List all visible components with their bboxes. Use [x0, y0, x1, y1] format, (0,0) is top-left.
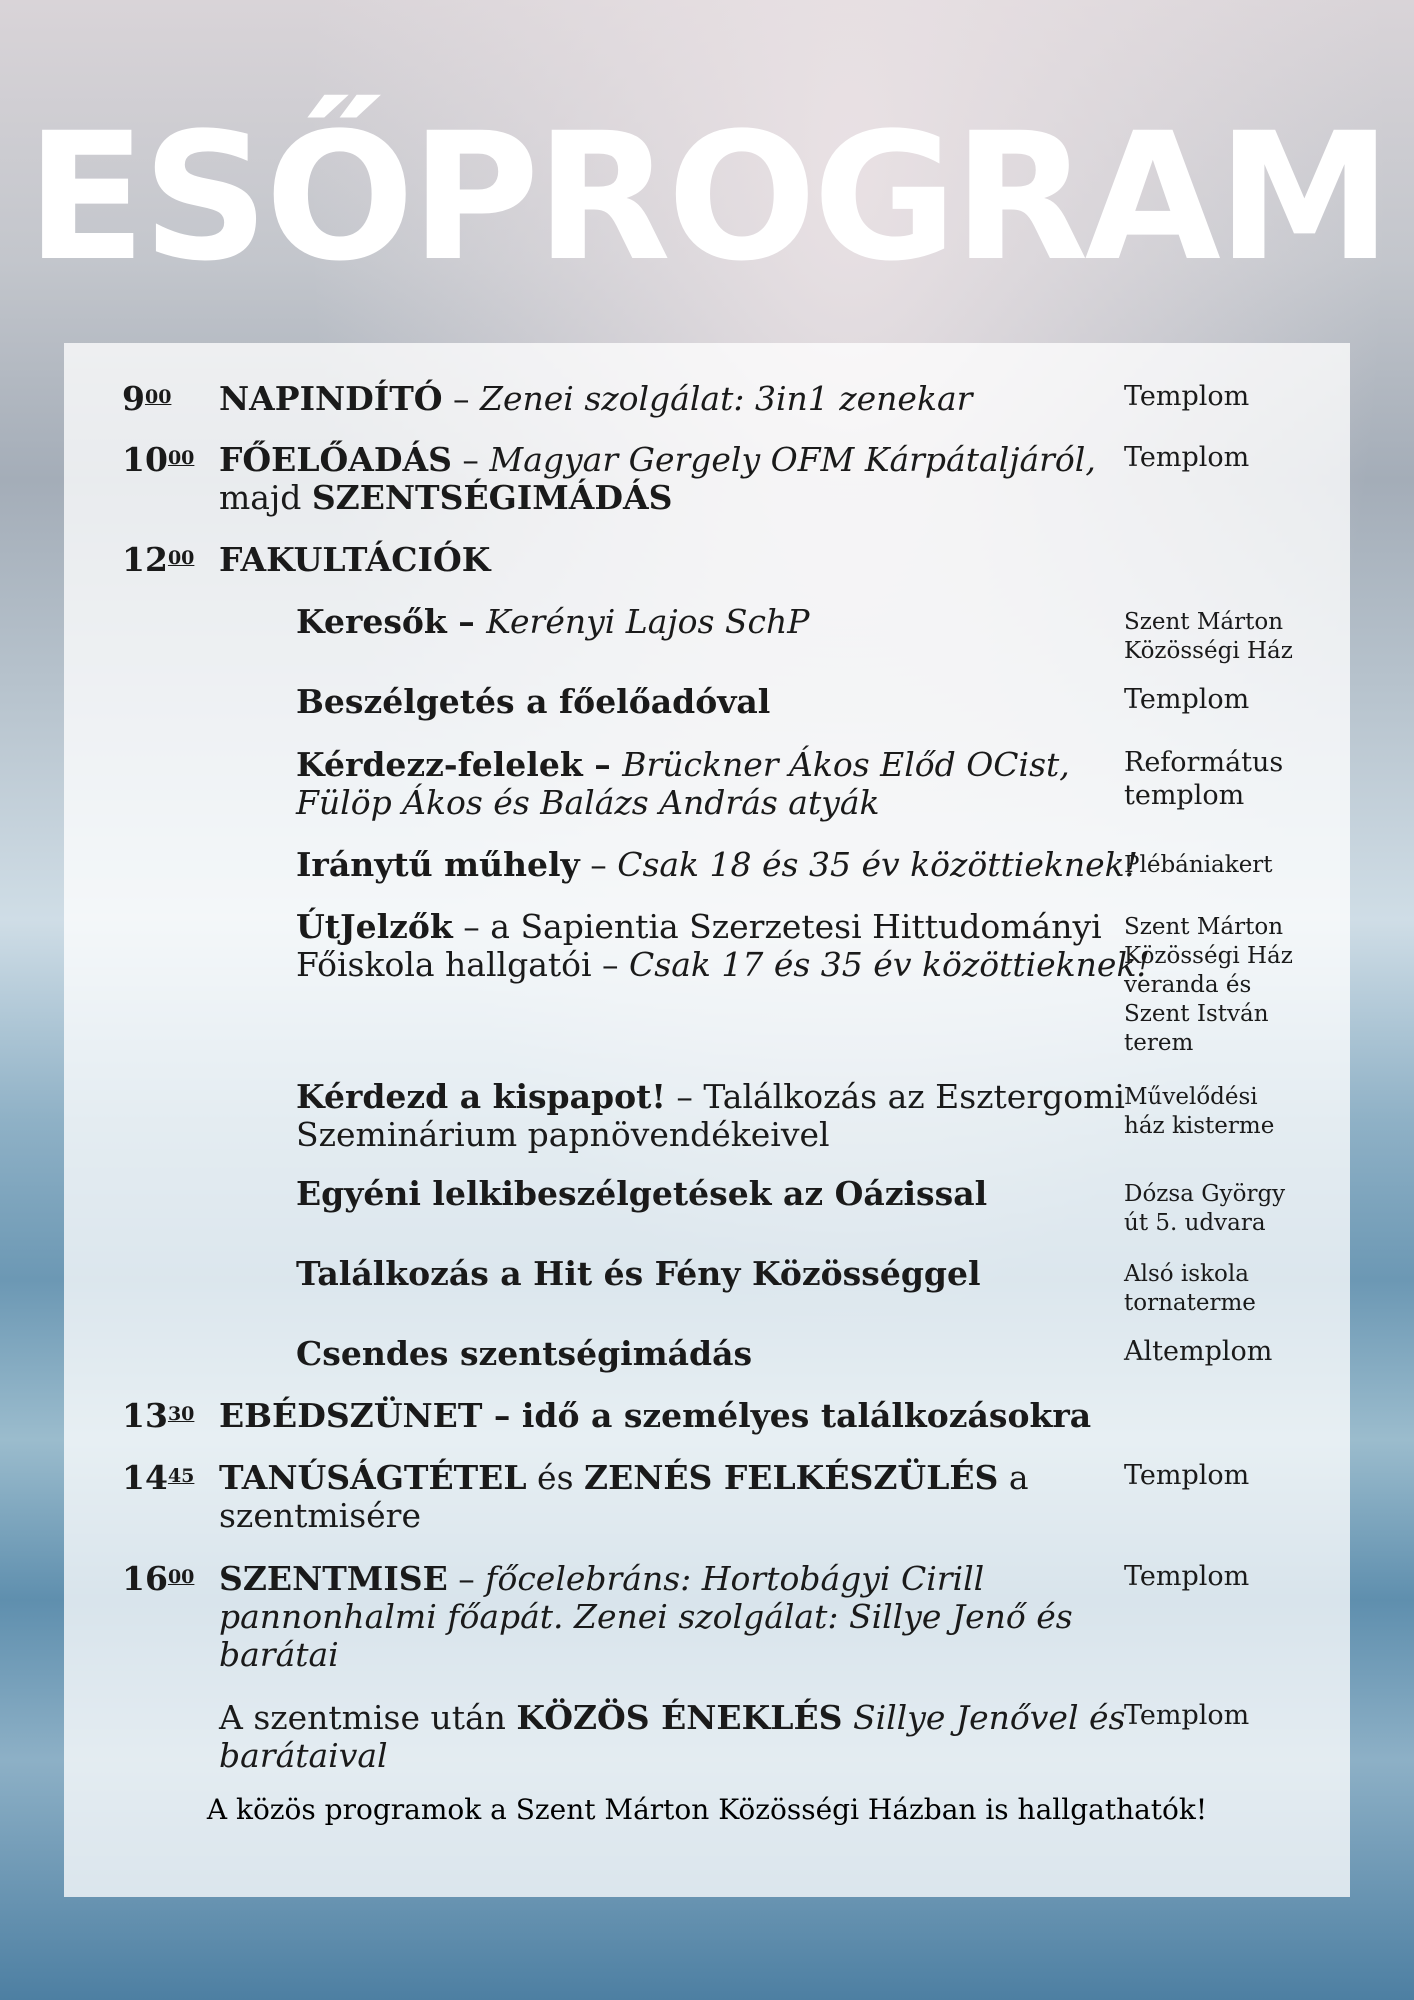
- event-text: TANÚSÁGTÉTEL és ZENÉS FELKÉSZÜLÉS a szentmisére: [219, 1458, 1029, 1535]
- location: Szent Márton Közösségi Ház: [1124, 609, 1293, 664]
- location: Templom: [1124, 1700, 1250, 1731]
- faculty-text: Beszélgetés a főelőadóval: [296, 682, 771, 721]
- page-title: ESŐPROGRAM: [25, 95, 1389, 300]
- event-text: EBÉDSZÜNET – idő a személyes találkozásokra: [219, 1396, 1092, 1435]
- event-text: NAPINDÍTÓ – Zenei szolgálat: 3in1 zenekar: [219, 379, 973, 418]
- time-label: $12^{00}$: [122, 540, 195, 579]
- event-text: A szentmise után KÖZÖS ÉNEKLÉS Sillye Jenővel és barátaival: [219, 1698, 1126, 1775]
- program-panel: [64, 343, 1350, 1897]
- faculty-text: Találkozás a Hit és Fény Közösséggel: [296, 1254, 981, 1293]
- faculty-text: ÚtJelzők – a Sapientia Szerzetesi Hittudományi Főiskola hallgatói – Csak 17 és 35 év közöttieknek!: [296, 907, 1150, 984]
- time-label: $13^{30}$: [122, 1396, 195, 1435]
- footer-note: A közös programok a Szent Márton Közösségi Házban is hallgathatók!: [206, 1793, 1208, 1826]
- location: Művelődési ház kisterme: [1124, 1084, 1275, 1139]
- time-label: $9^{00}$: [122, 379, 172, 418]
- time-label: $14^{45}$: [122, 1458, 195, 1497]
- location: Templom: [1124, 381, 1250, 412]
- event-text: SZENTMISE – főcelebráns: Hortobágyi Cirill pannonhalmi főapát. Zenei szolgálat: Sillye Jenő és barátai: [219, 1559, 1073, 1674]
- location: Dózsa György út 5. udvara: [1124, 1181, 1286, 1236]
- event-text: FŐELŐADÁS – Magyar Gergely OFM Kárpátaljáról, majd SZENTSÉGIMÁDÁS: [219, 440, 1096, 517]
- location: Református templom: [1124, 747, 1284, 811]
- location: Alsó iskola tornaterme: [1124, 1261, 1256, 1316]
- faculty-text: Egyéni lelkibeszélgetések az Oázissal: [296, 1174, 988, 1213]
- faculty-text: Iránytű műhely – Csak 18 és 35 év közöttieknek!: [296, 845, 1138, 884]
- time-label: $10^{00}$: [122, 440, 195, 479]
- location: Templom: [1124, 442, 1250, 473]
- event-text: FAKULTÁCIÓK: [219, 540, 491, 579]
- faculty-text: Keresők – Kerényi Lajos SchP: [296, 602, 810, 641]
- time-label: $16^{00}$: [122, 1559, 195, 1598]
- faculty-text: Kérdezd a kispapot! – Találkozás az Esztergomi Szeminárium papnövendékeivel: [296, 1077, 1125, 1154]
- location: Templom: [1124, 1460, 1250, 1491]
- faculty-text: Csendes szentségimádás: [296, 1334, 753, 1373]
- location: Szent Márton Közösségi Ház veranda és Szent István terem: [1124, 914, 1293, 1056]
- location: Altemplom: [1124, 1336, 1273, 1367]
- location: Templom: [1124, 684, 1250, 715]
- location: Templom: [1124, 1561, 1250, 1592]
- location: Plébániakert: [1124, 852, 1273, 878]
- faculty-text: Kérdezz-felelek – Brückner Ákos Előd OCist, Fülöp Ákos és Balázs András atyák: [296, 745, 1070, 822]
